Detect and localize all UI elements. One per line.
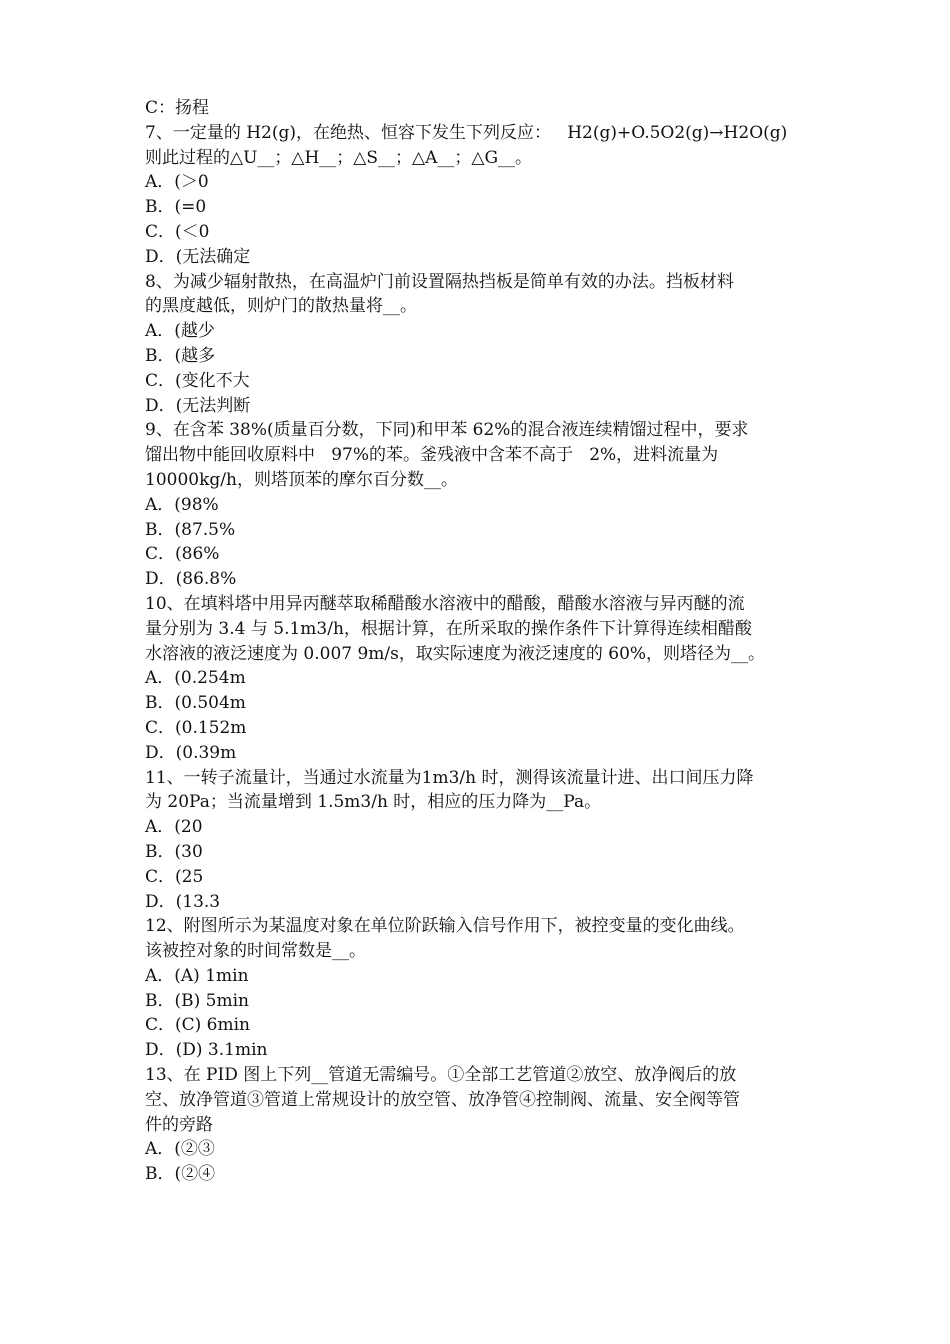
text-line: B．(87.5% xyxy=(145,519,236,540)
text-line: 量分别为 3.4 与 5.1m3/h，根据计算，在所采取的操作条件下计算得连续相醋酸 xyxy=(145,618,752,639)
text-line: C：扬程 xyxy=(145,98,210,118)
text-line: 8、为减少辐射散热，在高温炉门前设置隔热挡板是简单有效的办法。挡板材料 xyxy=(145,271,734,292)
text-line: C．(25 xyxy=(145,866,204,887)
text-line: B．(30 xyxy=(145,841,203,862)
text-line: 的黑度越低，则炉门的散热量将__。 xyxy=(145,296,417,317)
text-line: A．(＞0 xyxy=(145,172,209,193)
text-line: A．(20 xyxy=(145,817,203,838)
text-line: 10、在填料塔中用异丙醚萃取稀醋酸水溶液中的醋酸，醋酸水溶液与异丙醚的流 xyxy=(145,593,745,614)
text-line: D．(86.8% xyxy=(145,569,237,590)
text-line: C．(86% xyxy=(145,544,220,565)
text-line: A．(②③ xyxy=(145,1139,215,1160)
text-line: B．(②④ xyxy=(145,1164,216,1185)
text-line: 件的旁路 xyxy=(145,1114,213,1135)
text-line: C．(变化不大 xyxy=(145,370,250,391)
text-line: D．(无法判断 xyxy=(145,395,251,416)
text-line: C．(C) 6min xyxy=(145,1015,251,1036)
text-line: A．(A) 1min xyxy=(145,965,249,986)
text-line: B．(B) 5min xyxy=(145,990,249,1011)
text-line: C．(＜0 xyxy=(145,221,210,242)
text-line: 该被控对象的时间常数是__。 xyxy=(145,941,366,962)
text-line: 13、在 PID 图上下列__管道无需编号。①全部工艺管道②放空、放净阀后的放 xyxy=(145,1065,737,1086)
text-line: D．(0.39m xyxy=(145,742,237,763)
text-line: C．(0.152m xyxy=(145,717,247,738)
text-line: 则此过程的△U__；△H__；△S__；△A__；△G__。 xyxy=(145,147,533,168)
text-line: 9、在含苯 38%(质量百分数，下同)和甲苯 62%的混合液连续精馏过程中，要求 xyxy=(145,420,749,441)
text-line: B．(=0 xyxy=(145,197,207,218)
text-line: 为 20Pa；当流量增到 1.5m3/h 时，相应的压力降为__Pa。 xyxy=(145,792,602,813)
text-line: B．(越多 xyxy=(145,345,216,366)
text-line: 12、附图所示为某温度对象在单位阶跃输入信号作用下，被控变量的变化曲线。 xyxy=(145,916,745,937)
text-line: 10000kg/h，则塔顶苯的摩尔百分数__。 xyxy=(145,469,458,490)
text-line: A．(0.254m xyxy=(145,668,246,689)
text-line: 馏出物中能回收原料中 97%的苯。釜残液中含苯不高于 2%，进料流量为 xyxy=(145,445,719,466)
text-line: D．(无法确定 xyxy=(145,246,251,267)
text-line: 7、一定量的 H2(g)，在绝热、恒容下发生下列反应： H2(g)+O.5O2(g)→H2O(g) xyxy=(145,122,788,143)
document-body xyxy=(145,96,813,1187)
text-line: 水溶液的液泛速度为 0.007 9m/s，取实际速度为液泛速度的 60%，则塔径为__。 xyxy=(145,643,766,664)
text-line: A．(越少 xyxy=(145,321,215,342)
text-line: A．(98% xyxy=(145,494,219,515)
text-line: B．(0.504m xyxy=(145,693,246,714)
text-line: D．(D) 3.1min xyxy=(145,1040,268,1061)
text-line: 空、放净管道③管道上常规设计的放空管、放净管④控制阀、流量、安全阀等管 xyxy=(145,1089,740,1110)
text-line: D．(13.3 xyxy=(145,891,221,912)
text-line: 11、一转子流量计，当通过水流量为1m3/h 时，测得该流量计进、出口间压力降 xyxy=(145,767,754,788)
